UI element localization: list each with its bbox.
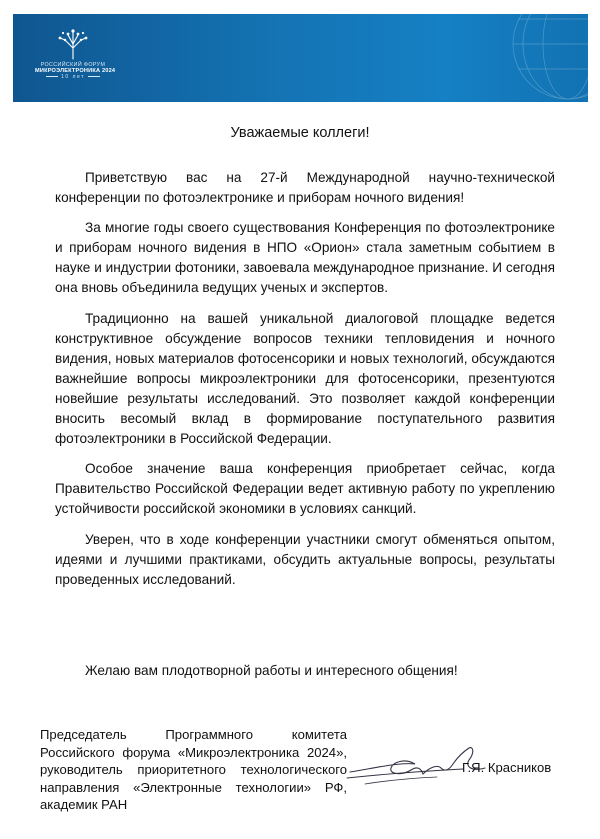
letter-body <box>55 168 555 600</box>
salutation: Уважаемые коллеги! <box>230 125 370 141</box>
globe-pattern-decoration <box>448 14 588 102</box>
paragraph-tradition: Традиционно на вашей уникальной диалоговой площадке ведется конструктивное обсуждение вопросов техники тепловидения и ночного видения, новых материалов фотосенсорики и новых технологий, обсуждаются важнейшие вопросы микроэлектроники для фотосенсорики, презентуются новейшие результаты исследований. Это позволяет каждой конференции вносить весомый вклад в формирование поступательного развития фотоэлектроники в Российской Федерации. <box>55 310 555 447</box>
signer-title: Председатель Программного комитета Российского форума «Микроэлектроника 2024», руководитель приоритетного технологического направления «Электронные технологии» РФ, академик РАН <box>40 727 347 813</box>
paragraph-significance: Особое значение ваша конференция приобретает сейчас, когда Правительство Российской Федерации ведет активную работу по укреплению устойчивости российской экономики в условиях санкций. <box>55 461 555 517</box>
paragraph-confidence: Уверен, что в ходе конференции участники смогут обменяться опытом, идеями и лучшими практиками, обсудить актуальные вопросы, результаты проведенных исследований. <box>55 531 555 587</box>
header-banner <box>13 14 588 102</box>
tree-icon <box>56 28 90 60</box>
paragraph-greeting: Приветствую вас на 27-й Международной научно-технической конференции по фотоэлектронике и приборам ночного видения! <box>55 170 555 206</box>
logo-forum-label: РОССИЙСКИЙ ФОРУМ <box>40 62 106 68</box>
logo-anniversary: 10 лет <box>35 74 111 80</box>
paragraph-history: За многие годы своего существования Конференция по фотоэлектронике и приборам ночного видения в НПО «Орион» стала заметным событием в науке и индустрии фотоники, завоевала международное признание. И сегодня она вновь объединила ведущих ученых и экспертов. <box>55 220 555 296</box>
forum-logo <box>35 28 116 80</box>
closing-wish: Желаю вам плодотворной работы и интересного общения! <box>85 663 458 678</box>
logo-forum-title: МИКРОЭЛЕКТРОНИКА 2024 <box>35 68 116 74</box>
signer-name: Г.Я. Красников <box>462 760 552 775</box>
